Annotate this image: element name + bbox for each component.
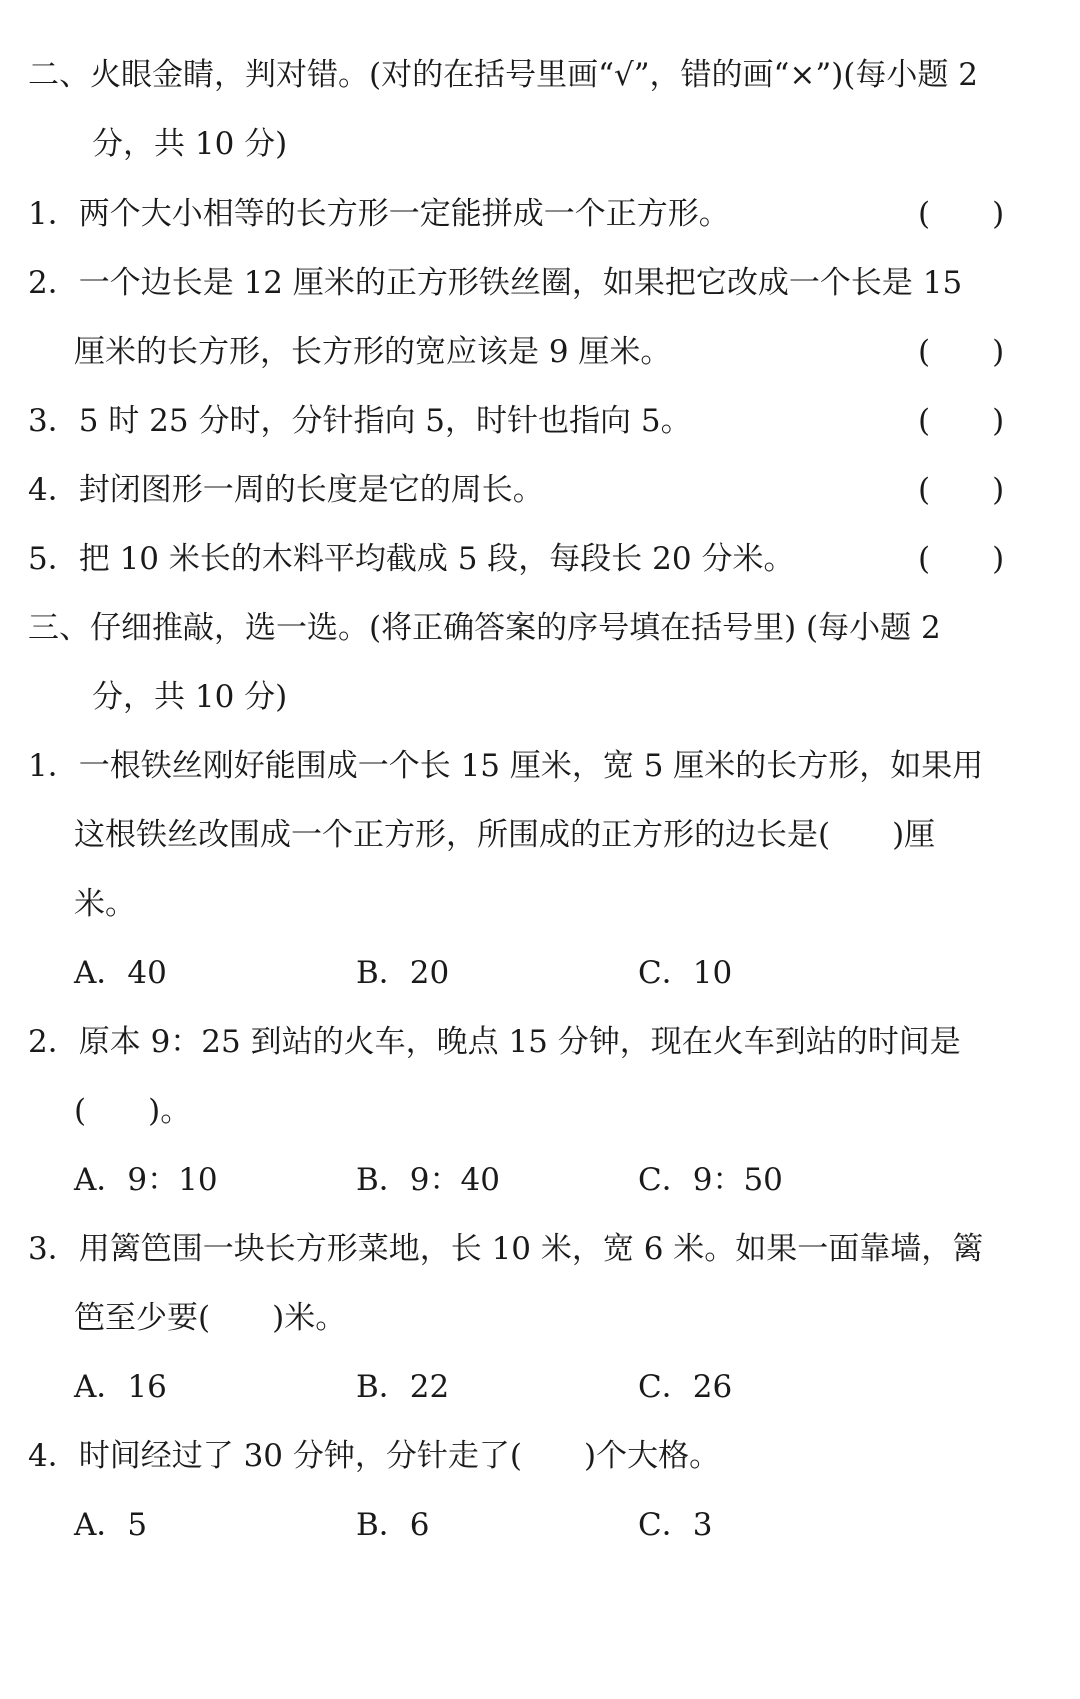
section3-question-1: 1．一根铁丝刚好能围成一个长 15 厘米，宽 5 厘米的长方形，如果用 — [28, 748, 984, 784]
q2-option-b[interactable]: B．9：40 — [356, 1162, 500, 1198]
q4-option-c[interactable]: C．3 — [638, 1507, 713, 1543]
section2-heading-cont: 分，共 10 分) — [92, 126, 288, 162]
q4-option-a[interactable]: A．5 — [74, 1507, 148, 1543]
answer-bracket-1[interactable]: ( ) — [918, 196, 1005, 232]
section2-item-1: 1．两个大小相等的长方形一定能拼成一个正方形。 — [28, 196, 730, 232]
section3-question-2: 2．原本 9：25 到站的火车，晚点 15 分钟，现在火车到站的时间是 — [28, 1024, 961, 1060]
q4-option-b[interactable]: B．6 — [356, 1507, 430, 1543]
q1-option-b[interactable]: B．20 — [356, 955, 450, 991]
section2-heading: 二、火眼金睛，判对错。(对的在括号里画“√”，错的画“×”)(每小题 2 — [28, 57, 978, 93]
answer-bracket-4[interactable]: ( ) — [918, 472, 1005, 508]
section3-question-3-cont: 笆至少要( )米。 — [74, 1300, 347, 1336]
answer-bracket-2[interactable]: ( ) — [918, 334, 1005, 370]
q1-option-c[interactable]: C．10 — [638, 955, 733, 991]
section3-heading-cont: 分，共 10 分) — [92, 679, 288, 715]
section2-item-2: 2．一个边长是 12 厘米的正方形铁丝圈，如果把它改成一个长是 15 — [28, 265, 963, 301]
section2-item-4: 4．封闭图形一周的长度是它的周长。 — [28, 472, 544, 508]
section3-question-1-cont: 这根铁丝改围成一个正方形，所围成的正方形的边长是( )厘 — [74, 817, 936, 853]
section2-item-3: 3．5 时 25 分时，分针指向 5，时针也指向 5。 — [28, 403, 692, 439]
q1-option-a[interactable]: A．40 — [74, 955, 167, 991]
q3-option-c[interactable]: C．26 — [638, 1369, 733, 1405]
section3-heading: 三、仔细推敲，选一选。(将正确答案的序号填在括号里) (每小题 2 — [28, 610, 941, 646]
q2-option-a[interactable]: A．9：10 — [74, 1162, 218, 1198]
section2-item-2-cont: 厘米的长方形，长方形的宽应该是 9 厘米。 — [74, 334, 672, 370]
answer-bracket-5[interactable]: ( ) — [918, 541, 1005, 577]
section3-question-1-cont2: 米。 — [74, 886, 136, 922]
section3-question-3: 3．用篱笆围一块长方形菜地，长 10 米，宽 6 米。如果一面靠墙，篱 — [28, 1231, 984, 1267]
section3-question-2-cont: ( )。 — [74, 1093, 192, 1129]
q3-option-b[interactable]: B．22 — [356, 1369, 450, 1405]
answer-bracket-3[interactable]: ( ) — [918, 403, 1005, 439]
section3-question-4: 4．时间经过了 30 分钟，分针走了( )个大格。 — [28, 1438, 721, 1474]
q3-option-a[interactable]: A．16 — [74, 1369, 167, 1405]
q2-option-c[interactable]: C．9：50 — [638, 1162, 783, 1198]
section2-item-5: 5．把 10 米长的木料平均截成 5 段，每段长 20 分米。 — [28, 541, 795, 577]
